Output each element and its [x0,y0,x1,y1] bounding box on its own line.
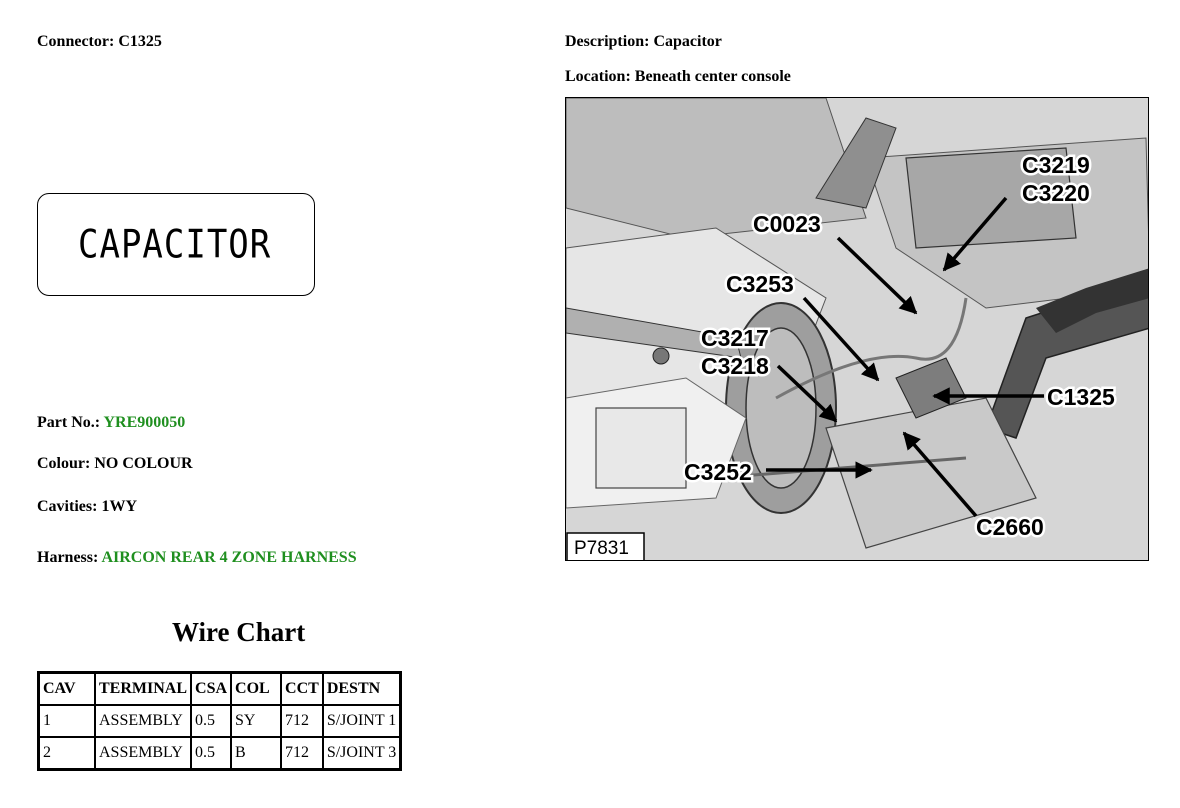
table-cell: 712 [281,705,323,737]
callout-label: C3217 [701,325,769,351]
location-value: Beneath center console [634,68,791,85]
cavities-line [37,498,137,516]
table-cell: SY [231,705,281,737]
component-symbol-text: CAPACITOR [78,222,272,268]
description-label: Description: [565,33,650,50]
part-number-link[interactable]: YRE900050 [103,414,186,431]
component-symbol-box [37,193,315,296]
connector-value: C1325 [118,33,162,50]
wire-chart-title: Wire Chart [172,617,306,647]
table-cell: 2 [39,737,96,770]
figure-id: P7831 [574,538,629,559]
table-cell: 1 [39,705,96,737]
harness-link[interactable]: AIRCON REAR 4 ZONE HARNESS [101,549,357,566]
column-header: TERMINAL [95,673,191,706]
location-photo [565,97,1149,561]
cavities-value: 1WY [101,498,137,515]
table-cell: B [231,737,281,770]
wire-chart-header-row [39,673,401,706]
wire-chart-table [37,671,402,771]
callout-label: C3219 [1022,152,1090,178]
column-header: COL [231,673,281,706]
callout-label: C3252 [684,459,752,485]
description-line [565,33,722,51]
colour-line [37,455,193,473]
location-illustration [566,98,1149,561]
column-header: DESTN [323,673,401,706]
table-row [39,705,401,737]
table-cell: S/JOINT 1 [323,705,401,737]
table-row [39,737,401,770]
harness-label: Harness: [37,549,99,566]
location-label: Location: [565,68,631,85]
table-cell: 0.5 [191,737,231,770]
table-cell: S/JOINT 3 [323,737,401,770]
part-number-line [37,414,185,432]
callout-label: C3253 [726,271,794,297]
location-line [565,68,791,86]
colour-label: Colour: [37,455,91,472]
callout-label: C3220 [1022,180,1090,206]
table-cell: ASSEMBLY [95,705,191,737]
description-value: Capacitor [653,33,722,50]
callout-label: C0023 [753,211,821,237]
column-header: CCT [281,673,323,706]
table-cell: 712 [281,737,323,770]
colour-value: NO COLOUR [94,455,193,472]
callout-label: C2660 [976,514,1044,540]
callout-label: C3218 [701,353,769,379]
connector-label: Connector: [37,33,115,50]
callout-label: C1325 [1047,384,1115,410]
harness-line [37,549,357,567]
connector-heading [37,33,162,51]
part-number-label: Part No.: [37,414,101,431]
cavities-label: Cavities: [37,498,98,515]
table-cell: 0.5 [191,705,231,737]
column-header: CAV [39,673,96,706]
table-cell: ASSEMBLY [95,737,191,770]
column-header: CSA [191,673,231,706]
